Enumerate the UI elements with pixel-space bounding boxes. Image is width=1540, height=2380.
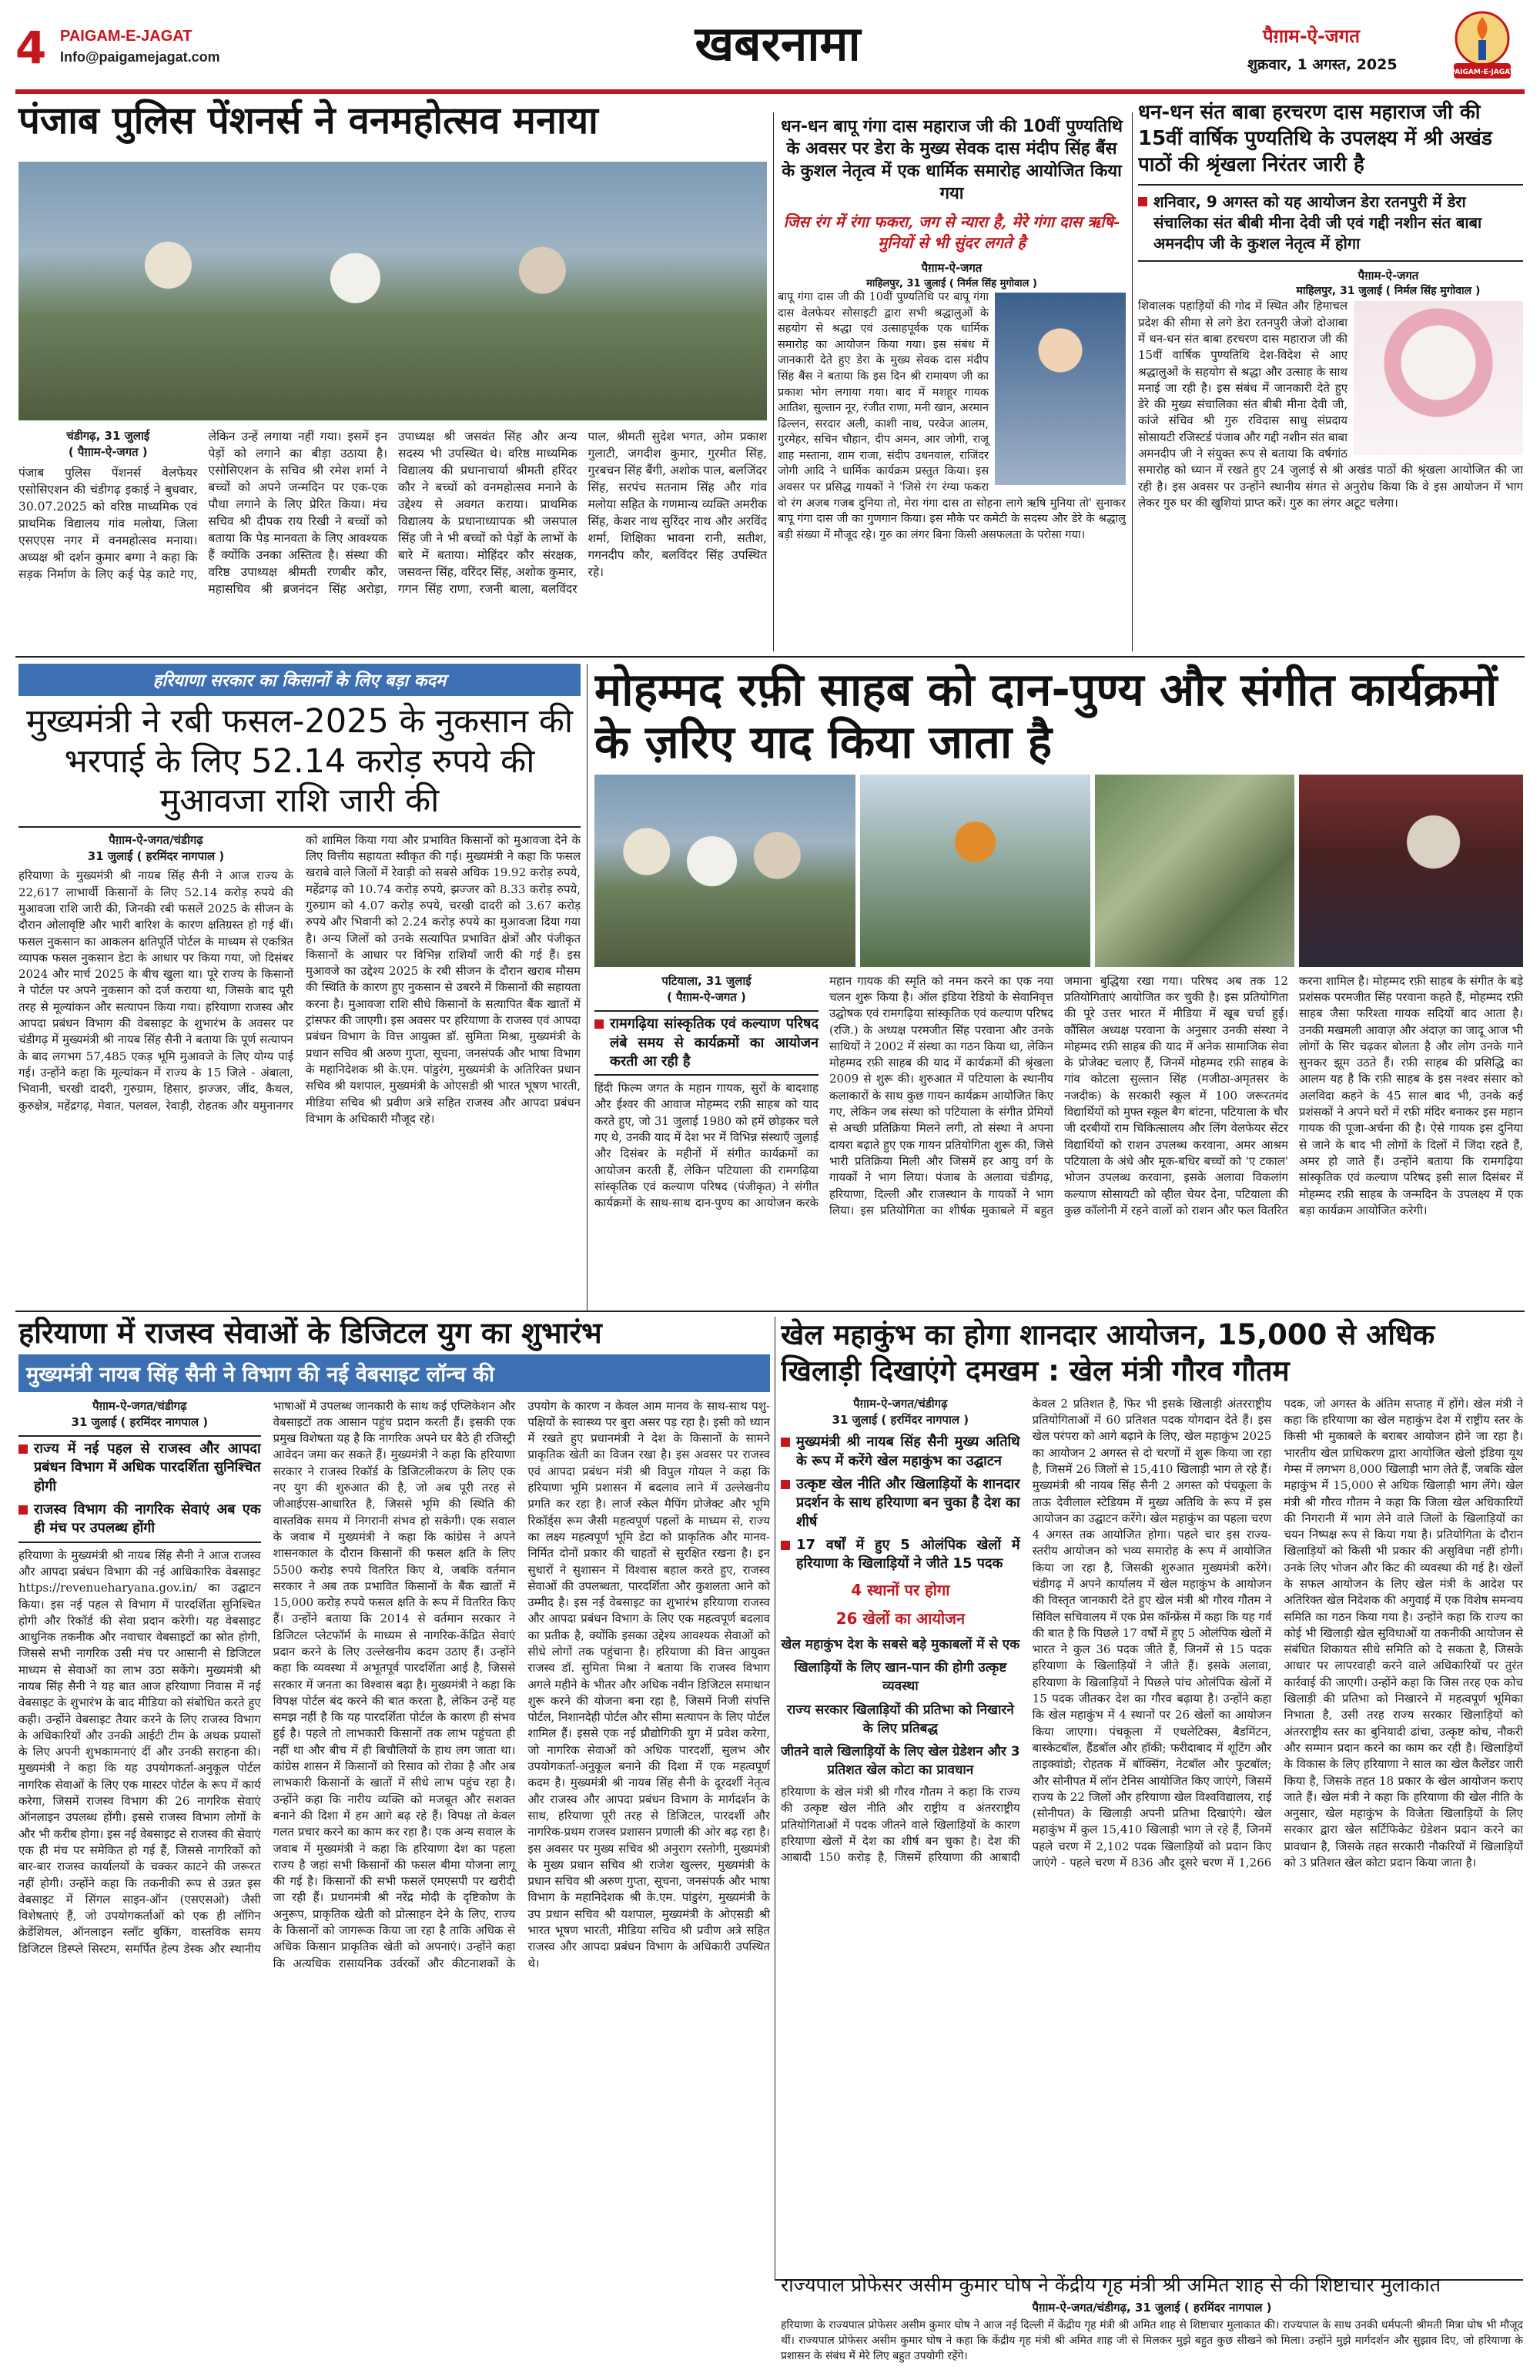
crop-body-text: हरियाणा के मुख्यमंत्री श्री नायब सिंह सैनी ने आज राज्य के 22,617 लाभार्थी किसानों के लिए 52.14 करोड़ रुपये की मुआवजा राशि जारी की, जिनकी रबी फसलें 2025 के सीजन के दौरान ओलावृष्टि और भारी बारिश के कारण क्षतिग्रस्त हो गई थीं। फसल नुकसान का आकलन क्षतिपूर्ति पोर्टल के माध्यम से एकत्रित व्यापक फसल नुकसान डेटा के आधार पर किया गया, जो दिसंबर 2024 और मार्च 2025 के बीच खुला था। पूरे राज्य के किसानों ने पोर्टल पर अपने नुकसान को दर्ज कराया था, जिसके बाद पूरी तरह से मूल्यांकन और सत्यापन किया गया। हरियाणा राजस्व और आपदा प्रबंधन विभाग की वेबसाइट के शुभारंभ के अवसर पर चंडीगढ़ में मुख्यमंत्री श्री नायब सिंह सैनी ने बताया कि पूर्ण सत्यापन के बाद लगभग 57,485 एकड़ भूमि मुआवजे के लिए योग्य पाई गई। उन्होंने कहा कि मूल्यांकन में राज्य के 15 जिले - अंबाला, भिवानी, चरखी दादरी, गुरुग्राम, हिसार, झज्जर, जींद, कैथल, कुरुक्षेत्र, महेंद्रगढ़, मेवात, पलवल, रेवाड़ी, रोहतक और यमुनानगर को शामिल किया गया और प्रभावित किसानों को मुआवजा देने के लिए वित्तीय सहायता स्वीकृत की गई। मुख्यमंत्री ने कहा कि फसल खराबे वाले जिलों में रेवाड़ी को सबसे अधिक 19.92 करोड़ रुपये, महेंद्रगढ़ को 10.74 करोड़ रुपये, झज्जर को 8.33 करोड़ रुपये, गुरुग्राम को 4.07 करोड़ रुपये, चरखी दादरी को 3.67 करोड़ रुपये और भिवानी को 2.24 करोड़ रुपये का मुआवजा दिया गया है। अन्य जिलों को उनके सत्यापित प्रभावित क्षेत्रों और पंजीकृत किसानों के आधार पर विभिन्न राशियाँ जारी की गई हैं। इस मुआवजे का उद्देश्य 2025 के रबी सीजन के दौरान खराब मौसम की स्थिति के कारण हुए नुकसान से उबरने में किसानों की सहायता करना है। मुआवजा राशि सीधे किसानों के सत्यापित बैंक खातों में ट्रांसफर की जाएगी। इस अवसर पर हरियाणा के राजस्व एवं आपदा प्रबंधन विभाग के वित्त आयुक्त डॉ. सुमिता मिश्रा, मुख्यमंत्री के प्रधान सचिव श्री अरुण गुप्ता, सूचना, जनसंपर्क और भाषा विभाग के महानिदेशक श्री के.एम. पांडुरंग, मुख्यमंत्री के अतिरिक्त प्रधान सचिव श्री यशपाल, मुख्यमंत्री के ओएसडी श्री भारत भूषण भारती, मीडिया सचिव श्री प्रवीण अत्रे सहित राजस्व और आपदा प्रबंधन विभाग के अधिकारी मौजूद रहे। — [18, 832, 581, 1126]
rafi-photo-4 — [1299, 775, 1523, 967]
pension-headline: पंजाब पुलिस पेंशनर्स ने वनमहोत्सव मनाया — [18, 99, 598, 142]
khel-highlight-1 — [781, 1433, 1020, 1471]
baba-headline: धन-धन बापू गंगा दास महाराज जी की 10वीं पुण्यतिथि के अवसर पर डेरा के मुख्य सेवक दास मंदीप सिंह बैंस के कुशल नेतृत्व में एक धार्मिक समारोह आयोजित किया गया — [781, 117, 1123, 204]
sant-highlight-text: शनिवार, 9 अगस्त को यह आयोजन डेरा रतनपुरी में डेरा संचालिका संत बीबी मीना देवी जी एवं गद्दी नशीन संत बाबा अमनदीप जी के कुशल नेतृत्व में होगा — [1153, 192, 1482, 253]
rafi-photo-3 — [1095, 775, 1294, 967]
governor-headline: राज्यपाल प्रोफेसर असीम कुमार घोष ने केंद्रीय गृह मंत्री श्री अमित शाह से की शिष्टाचार मुलाकात — [781, 2274, 1441, 2296]
baba-quote: जिस रंग में रंगा फकरा, जग से न्यारा है, मेरे गंगा दास ऋषि-मुनियों से भी सुंदर लगते है — [783, 213, 1120, 253]
baba-photo — [995, 293, 1126, 485]
khel-midhead-2: 26 खेलों का आयोजन — [835, 1608, 966, 1628]
revenue-banner: मुख्यमंत्री नायब सिंह सैनी ने विभाग की नई वेबसाइट लॉन्च की — [18, 1354, 770, 1392]
rafi-photo-1 — [594, 775, 855, 967]
baba-story — [778, 115, 1126, 654]
crop-byline: पैग़ाम-ऐ-जगत/चंडीगढ़ 31 जुलाई ( हरमिंदर नागपाल ) — [87, 832, 225, 864]
revenue-byline: पैग़ाम-ऐ-जगत/चंडीगढ़ 31 जुलाई ( हरमिंदर नागपाल ) — [71, 1398, 209, 1429]
paper-name-en: PAIGAM-E-JAGAT — [60, 28, 192, 45]
khel-highlight-1-text: मुख्यमंत्री श्री नायब सिंह सैनी मुख्य अतिथि के रूप में करेंगे खेल महाकुंभ का उद्घाटन — [796, 1434, 1020, 1469]
revenue-headline: हरियाणा में राजस्व सेवाओं के डिजिटल युग का शुभारंभ — [18, 1317, 602, 1350]
khel-byline: पैग़ाम-ऐ-जगत/चंडीगढ़ 31 जुलाई ( हरमिंदर नागपाल ) — [832, 1396, 969, 1428]
section-title: खबरनामा — [695, 15, 861, 72]
crop-headline: मुख्यमंत्री ने रबी फसल-2025 के नुकसान की भरपाई के लिए 52.14 करोड़ रुपये की मुआवजा राशि जारी की — [25, 702, 573, 821]
khel-midhead-4: खिलाड़ियों के लिए खान-पान की होगी उत्कृष्ट व्यवस्था — [794, 1660, 1007, 1695]
khel-midhead-5: राज्य सरकार खिलाड़ियों की प्रतिभा को निखारने के लिए प्रतिबद्ध — [786, 1702, 1014, 1736]
baba-body: बापू गंगा दास जी की 10वीं पुण्यतिथि पर बापू गंगा दास वेलफेयर सोसाइटी द्वारा सभी श्रद्धालुओं के सहयोग से श्रद्धा एवं उत्साहपूर्वक एक धार्मिक समारोह का आयोजन किया गया। इस संबंध में जानकारी देते हुए डेरा के मुख्य सेवक दास मंदीप सिंह बैंस ने बताया कि इस दिन श्री रामायण जी का प्रकाश भोग लगाया गया। बाद में मशहूर गायक आतिश, सुल्तान नूर, रंजीत राणा, मनी खान, अरमान ढिल्लन, सरदार अली, काशी नाथ, परवेज आलम, गुरमेहर, सचिन चौहान, दीप अमन, आर जोगी, राजू शाह मस्ताना, शाम राजा, संदीप उधनवाल, राजिंदर जोगी आदि ने धार्मिक कार्यक्रम प्रस्तुत किया। इस अवसर पर प्रसिद्ध गायकों ने 'जिसे रंग रंग्या फकरा वो रंग अजब गजब दुनिया तो, मेरा गंगा दास ता सोहना लागे ऋषि मुनिया तो' सुनाकर बापू गंगा दास जी का गुणगान किया। इस मौके पर कमेटी के सदस्य और डेरे के श्रद्धालु बड़ी संख्या में मौजूद रहे। गुरु का लंगर बिना किसी असफलता के परोसा गया। — [778, 291, 1126, 541]
crop-story — [18, 664, 581, 1307]
pension-body-text: पंजाब पुलिस पेंशनर्स वेलफेयर एसोसिएशन की चंडीगढ़ इकाई ने बुधवार, 30.07.2025 को वरिष्ठ माध्यमिक एवं प्राथमिक विद्यालय गांव मलोया, जिला एसएएस नगर में वनमहोत्सव मनाया। अध्यक्ष श्री दर्शन कुमार बग्गा ने कहा कि सड़क निर्माण के लिए कई पेड़ काटे गए, लेकिन उन्हें लगाया नहीं गया। इसमें इन पेड़ों को लगाने का बीड़ा उठाया है। एसोसिएशन के सचिव श्री रमेश शर्मा ने बच्चों को अपने जन्मदिन पर एक-एक पौधा लगाने के लिए प्रेरित किया। मंच सचिव श्री दीपक राय रिखी ने बच्चों को बताया कि पेड़ मानवता के लिए आवश्यक हैं क्योंकि उनका अस्तित्व है। संस्था की वरिष्ठ उपाध्यक्ष श्रीमती रणबीर कौर, महासचिव श्री ब्रजनंदन सिंह अरोड़ा, उपाध्यक्ष श्री जसवंत सिंह और अन्य सदस्य भी उपस्थित थे। वरिष्ठ माध्यमिक विद्यालय की प्रधानाचार्या श्रीमती हरिंदर कौर ने बच्चों को वनमहोत्सव मनाने के उद्देश्य से अवगत कराया। प्राथमिक विद्यालय के प्रधानाध्यापक श्री जसपाल सिंह जी ने भी बच्चों को पेड़ों के लाभों के बारे में बताया। मोहिंदर कौर संरक्षक, जसवन्त सिंह, वरिंदर सिंह, अशोक कुमार, गगन सिंह राणा, रजनी बाला, बलविंदर पाल, श्रीमती सुदेश भगत, ओम प्रकाश गुलाटी, जगदीश कुमार, गुरमीत सिंह, गुरबचन सिंह बैंगी, अशोक पाल, बलजिंदर सिंह, सरपंच सतनाम सिंह और गांव मलोया सहित के गणमान्य व्यक्ति अमरीक सिंह, केशर नाथ सुरिंदर नाथ और अरविंद शर्मा, शिक्षिका भावना रानी, सतीश, गगनदीप कौर, बलविंदर सिंह उपस्थित रहे। — [18, 430, 767, 596]
rafi-photo-strip — [594, 775, 1523, 967]
baba-byline: माहिलपुर, 31 जुलाई ( निर्मल सिंह मुगोवाल ) — [866, 278, 1037, 290]
revenue-highlight-2 — [18, 1501, 261, 1543]
khel-midhead-6: जीतने वाले खिलाड़ियों के लिए खेल ग्रेडेशन और 3 प्रतिशत खेल कोटा का प्रावधान — [781, 1743, 1020, 1778]
issue-date: शुक्रवार, 1 अगस्त, 2025 — [1247, 56, 1398, 73]
sant-story — [1138, 100, 1523, 654]
paper-name-hi: पैग़ाम-ऐ-जगत — [1263, 25, 1360, 47]
revenue-highlight-1 — [18, 1435, 261, 1496]
paper-logo — [1448, 9, 1517, 83]
revenue-body-text: हरियाणा के मुख्यमंत्री श्री नायब सिंह सैनी ने आज राजस्व और आपदा प्रबंधन विभाग की नई आधिकारिक वेबसाइट https://revenueharyana.gov.in/ का उद्घाटन किया। इस नई पहल से विभाग में पारदर्शिता सुनिश्चित होगी और रिकॉर्ड की सेवा प्रदान करेगी। यह वेबसाइट आधुनिक तकनीक और नवाचार वेबसाइटों का स्रोत होगी, जिससे सभी नागरिक उसी मंच पर आसानी से डिजिटल माध्यम से सेवाओं का लाभ उठा सकेंगे। मुख्यमंत्री श्री नायब सिंह सैनी ने यह बात आज हरियाणा निवास में नई वेबसाइट के शुभारंभ के बाद मीडिया को संबोधित करते हुए कही। उन्होंने वेबसाइट तैयार करने के लिए राजस्व विभाग के अधिकारियों और उनकी आईटी टीम के अथक प्रयासों के लिए अपनी शुभकामनाएं दीं और उनकी सराहना की। मुख्यमंत्री ने कहा कि यह उपयोगकर्ता-अनुकूल पोर्टल नागरिक सेवाओं के लिए एक मास्टर पोर्टल के रूप में कार्य करेगा, जिसमें राजस्व विभाग की 26 नागरिक सेवाएं ऑनलाइन उपलब्ध होंगी। इससे राजस्व विभाग लोगों के और भी करीब होगा। इस नई वेबसाइट से राजस्व की सेवाएं एक ही मंच पर समेकित हो गई हैं, जिससे नागरिकों को बार-बार राजस्व कार्यालयों के चक्कर काटने की जरूरत नहीं होगी। उन्होंने कहा कि तकनीकी रूप से उन्नत इस वेबसाइट में सिंगल साइन-ऑन (एसएसओ) जैसी विशेषताएं हैं, जो उपयोगकर्ताओं को एक ही लॉगिन क्रेडेंशियल, ऑनलाइन स्लॉट बुकिंग, वास्तविक समय डिजिटल डिस्प्ले सिस्टम, समर्पित हेल्प डेस्क और स्थानीय भाषाओं में उपलब्ध जानकारी के साथ कई एप्लिकेशन और वेबसाइटों तक आसान पहुंच प्रदान करती हैं। इसकी एक प्रमुख विशेषता यह है कि नागरिक अपने घर बैठे ही रजिस्ट्री आवेदन जमा कर सकते हैं। मुख्यमंत्री ने कहा कि हरियाणा सरकार ने राजस्व रिकॉर्ड के डिजिटलीकरण के लिए एक नए युग की शुरुआत की है, जो अब पूरी तरह से जीआईएस-आधारित है, जिससे भूमि की स्थिति की वास्तविक समय में निगरानी संभव हो सकेगी। एक सवाल के जवाब में मुख्यमंत्री ने कहा कि कांग्रेस ने अपने शासनकाल के दौरान किसानों की फसल क्षति के लिए 5500 करोड़ रुपये वितरित किए थे, जबकि वर्तमान सरकार ने अब तक प्रभावित किसानों के बैंक खातों में 15,000 करोड़ रुपये फसल क्षति के रूप में वितरित किए हैं। उन्होंने बताया कि 2014 से वर्तमान सरकार ने डिजिटल प्लेटफॉर्म के माध्यम से नागरिक-केंद्रित सेवाएं प्रदान करने के लिए उल्लेखनीय कदम उठाए हैं। उन्होंने कहा कि व्यवस्था में अभूतपूर्व पारदर्शिता आई है, जिससे सरकार में जनता का विश्वास बढ़ा है। मुख्यमंत्री ने कहा कि विपक्ष पोर्टल बंद करने की बात करता है, लेकिन उन्हें यह समझ नहीं है कि यह पारदर्शिता पोर्टल के कारण ही संभव हुई है। पहले तो लाभकारी किसानों तक लाभ पहुंचता ही नहीं था और बीच में ही बिचौलियों के हाथ लग जाता था। कांग्रेस शासन में किसानों को रिसाव को रोका है और अब लाभकारी किसानों के खातों में सीधे लाभ पहुंच रहा है। उन्होंने कहा कि नारीय व्यक्ति को मजबूत और सशक्त बनाने की दिशा में हम आगे बढ़ रहे हैं। विपक्ष तो केवल गलत प्रचार करने का काम कर रहा है। एक अन्य सवाल के जवाब में मुख्यमंत्री ने कहा कि हरियाणा देश का पहला राज्य है जहां सभी किसानों की फसल बीमा योजना लागू की गई है। किसानों की सभी फसलें एमएसपी पर खरीदी जा रही हैं। प्रधानमंत्री श्री नरेंद्र मोदी के दृष्टिकोण के अनुरूप, प्राकृतिक खेती को प्रोत्साहन देने के लिए, राज्य के किसानों को जागरूक किया जा रहा है ताकि अधिक से अधिक किसान प्राकृतिक खेती को अपनाएं। उन्होंने कहा कि अत्यधिक रासायनिक उर्वरकों और कीटनाशकों के उपयोग के कारण न केवल आम मानव के साथ-साथ पशु-पक्षियों के स्वास्थ्य पर बुरा असर पड़ रहा है। इसी को ध्यान में रखते हुए प्रधानमंत्री ने देश के किसानों के सामने प्राकृतिक खेती का विजन रखा है। इस अवसर पर राजस्व एवं आपदा प्रबंधन मंत्री श्री विपुल गोयल ने कहा कि हरियाणा भूमि प्रशासन में बदलाव लाने में उल्लेखनीय प्रगति कर रहा है। लार्ज स्केल मैपिंग प्रोजेक्ट और भूमि रिकॉर्ड्स रूम जैसी महत्वपूर्ण पहलों के माध्यम से, राज्य का लक्ष्य महत्वपूर्ण भूमि डेटा को प्राकृतिक और मानव-निर्मित दोनों प्रकार की चाहतों से सुरक्षित रखना है। इन सुधारों ने सुशासन में विश्वास बहाल करते हुए, राजस्व सेवाओं की उपलब्धता, पारदर्शिता और कुशलता आने को उम्मीद है। इस नई वेबसाइट का शुभारंभ हरियाणा राजस्व और आपदा प्रबंधन विभाग के लिए एक महत्वपूर्ण बदलाव का प्रतीक है, क्योंकि इसका उद्देश्य आवश्यक सेवाओं को सीधे लोगों तक पहुंचाना है। हरियाणा की वित्त आयुक्त राजस्व डॉ. सुमिता मिश्रा ने बताया कि राजस्व विभाग अगले महीने के भीतर और अधिक नवीन डिजिटल समाधान शुरू करने की योजना बना रहा है, जिसमें निजी संपत्ति पोर्टल, निशानदेही पोर्टल और सीमा सत्यापन के लिए पोर्टल शामिल हैं। इससे एक नई प्रौद्योगिकी युग में प्रवेश करेगा, जो नागरिक सेवाओं को अधिक पारदर्शी, सुलभ और उपयोगकर्ता-अनुकूल बनाने की दिशा में एक महत्वपूर्ण कदम है। मुख्यमंत्री श्री नायब सिंह सैनी के दूरदर्शी नेतृत्व और राजस्व और आपदा प्रबंधन विभाग के मार्गदर्शन के साथ, हरियाणा पूरी तरह से डिजिटल, पारदर्शी और नागरिक-प्रथम राजस्व प्रशासन प्रणाली की ओर बढ़ रहा है। इस अवसर पर मुख्य सचिव श्री अनुराग रस्तोगी, मुख्यमंत्री के मुख्य प्रधान सचिव श्री राजेश खुल्लर, मुख्यमंत्री के प्रधान सचिव श्री अरुण गुप्ता, सूचना, जनसंपर्क और भाषा विभाग के महानिदेशक श्री के.एम. पांडुरंग, मुख्यमंत्री के उप प्रधान सचिव श्री यशपाल, मुख्यमंत्री के ओएसडी श्री भारत भूषण भारती, मीडिया सचिव श्री प्रवीण अत्रे सहित राजस्व और आपदा प्रबंधन विभाग के अधिकारी उपस्थित थे। — [18, 1398, 770, 1970]
baba-byline-paper: पैग़ाम-ऐ-जगत — [921, 261, 983, 276]
paper-email[interactable]: Info@paigamejagat.com — [60, 49, 220, 65]
pension-photo — [18, 162, 767, 420]
revenue-body — [18, 1398, 770, 1972]
khel-midhead-1: 4 स्थानों पर होगा — [851, 1581, 950, 1600]
masthead-rule — [15, 89, 1525, 94]
sant-headline: धन-धन संत बाबा हरचरण दास महाराज जी की 15वीं वार्षिक पुण्यतिथि के उपलक्ष्य में श्री अखंड पाठों की श्रृंखला निरंतर जारी है — [1138, 101, 1492, 176]
revenue-highlight-1-text: राज्य में नई पहल से राजस्व और आपदा प्रबंधन विभाग में अधिक पारदर्शिता सुनिश्चित होगी — [34, 1441, 261, 1495]
sant-highlight — [1138, 192, 1523, 254]
rafi-photo-2 — [860, 775, 1090, 967]
governor-story — [781, 2273, 1523, 2373]
khel-headline: खेल महाकुंभ का होगा शानदार आयोजन, 15,000 से अधिक खिलाड़ी दिखाएंगे दमखम : खेल मंत्री गौरव गौतम — [781, 1318, 1435, 1388]
masthead — [15, 9, 1525, 89]
rafi-highlight-text: रामगढ़िया सांस्कृतिक एवं कल्याण परिषद लंबे समय से कार्यक्रमों का आयोजन करती आ रही है — [610, 1016, 819, 1069]
khel-story — [781, 1317, 1523, 2271]
rafi-highlight — [594, 1010, 819, 1076]
sant-photo — [1354, 301, 1523, 455]
rafi-headline: मोहम्मद रफ़ी साहब को दान-पुण्य और संगीत कार्यक्रमों के ज़रिए याद किया जाता है — [594, 664, 1498, 768]
khel-highlight-3 — [781, 1536, 1020, 1574]
logo-text: PAIGAM-E-JAGAT — [1450, 69, 1515, 76]
revenue-story — [18, 1317, 770, 2372]
khel-highlight-2-text: उत्कृष्ट खेल नीति और खिलाड़ियों के शानदार प्रदर्शन के साथ हरियाणा बन चुका है देश का शीर्ष — [796, 1475, 1020, 1530]
rafi-body-text: हिंदी फिल्म जगत के महान गायक, सुरों के बादशाह और ईश्वर की आवाज मोहम्मद रफ़ी साहब को याद करते हुए, जो 31 जुलाई 1980 को हमें छोड़कर चले गए थे, उनकी याद में देश भर में विभिन्न संस्थाएँ जुलाई और दिसंबर के महीनों में संगीत कार्यक्रमों का आयोजन करती हैं, लेकिन पटियाला की रामगढ़िया सांस्कृतिक एवं कल्याण परिषद (पंजीकृत) ने संगीत कार्यक्रमों के साथ-साथ दान-पुण्य का आयोजन करके महान गायक की स्मृति को नमन करने का एक नया चलन शुरू किया है। ऑल इंडिया रेडियो के सेवानिवृत्त उद्घोषक एवं रामगढ़िया सांस्कृतिक एवं कल्याण परिषद (रजि.) के अध्यक्ष परमजीत सिंह परवाना और उनके साथियों ने 2002 में संस्था का गठन किया था, लेकिन मोहम्मद रफ़ी साहब की याद में कार्यक्रमों की श्रृंखला 2009 से शुरू की। शुरुआत में पटियाला के स्थानीय कलाकारों के साथ कुछ गायन कार्यक्रम आयोजित किए गए, लेकिन जब संस्था को पटियाला के संगीत प्रेमियों से अच्छी प्रतिक्रिया मिलने लगी, तो संस्था ने अपना दायरा बढ़ाते हुए एक गायन प्रतियोगिता शुरू की, जिसे भारी प्रतिक्रिया मिली और जिसमें हर आयु वर्ग के गायकों ने भाग लिया। पंजाब के अलावा चंडीगढ़, हरियाणा, दिल्ली और राजस्थान के गायकों ने भाग लिया। इस प्रतियोगिता का शीर्षक मुकाबले में बहुत जमाना बुद्धिया रखा गया। परिषद अब तक 12 प्रतियोगिताएं आयोजित कर चुकी है। इस प्रतियोगिता की पूरे उत्तर भारत में मीडिया में खूब चर्चा हुई। कौंसिल अध्यक्ष परवाना के अनुसार उनकी संस्था ने मोहम्मद रफ़ी साहब की याद में अनेक सामाजिक सेवा के प्रोजेक्ट चलाए हैं, जिनमें मोहम्मद रफ़ी साहब के गांव कोटला सुल्तान सिंह (मजीठा-अमृतसर के नजदीक) के सरकारी स्कूल में 100 जरूरतमंद विद्यार्थियों को मुफ्त स्कूल बैग बांटना, पटियाला के चौर जी दरबीयों राम चिकित्सालय और लिंग वेलफेयर सेंटर विद्यार्थियों को राशन उपलब्ध करवाना, अमर आश्रम पटियाला के अंधे और मूक-बधिर बच्चों को 'ए टकाल' भोजन उपलब्ध करवाना, इसके अलावा विकलांग कल्याण सोसायटी को व्हील चेयर देना, पटियाला की कुछ कॉलोनी में रहने वालों को राशन और फल वितरित करना शामिल है। मोहम्मद रफ़ी साहब के संगीत के बड़े प्रशंसक परमजीत सिंह परवाना कहते हैं, मोहम्मद रफ़ी साहब जैसा फरिश्ता गायक सदियों बाद आता है। उनकी मखमली आवाज़ और अंदाज़ का जादू आज भी लोगों के सिर चढ़कर बोलता है और लोग उनके गाने सुनकर झूम उठते हैं। रफ़ी साहब की प्रसिद्धि का आलम यह है कि रफ़ी साहब के इस नश्वर संसार को अलविदा कहने के 45 साल बाद भी, उनके कई प्रशंसकों ने अपने घरों में रफ़ी मंदिर बनाकर इस महान गायक की पूजा-अर्चना की है। ऐसे गायक इस दुनिया से जाने के बाद भी लोगों के दिलों में जिंदा रहते हैं, अमर हो जाते हैं। उन्होंने बताया कि रामगढ़िया सांस्कृतिक एवं कल्याण परिषद इसी साल दिसंबर में मोहम्मद रफ़ी साहब के जन्मदिन के उपलक्ष्य में एक बड़ा कार्यक्रम आयोजित करेगी। — [594, 973, 1523, 1217]
khel-highlight-3-text: 17 वर्षों में हुए 5 ओलंपिक खेलों में हरियाणा के खिलाड़ियों ने जीते 15 पदक — [796, 1536, 1020, 1572]
sant-byline-paper: पैग़ाम-ऐ-जगत — [1358, 269, 1419, 283]
sant-body: शिवालक पहाड़ियों की गोद में स्थित और हिमाचल प्रदेश की सीमा से लगे डेरा रतनपुरी जेजो दोआबा में धन-धन संत बाबा हरचरण दास महाराज जी की 15वीं वार्षिक पुण्यतिथि देश-विदेश से आए श्रद्धालुओं के सहयोग से श्रद्धा और उत्साह के साथ मनाई जा रही है। इस संबंध में जानकारी देते हुए डेरे की मुख्य संचालिका संत बीबी मीना देवी जी, कांजे संचिव श्री गुरु रविदास साधु संप्रदाय सोसायटी रजिस्टर्ड पंजाब और गद्दी नशीन संत बाबा अमनदीप जी ने संयुक्त रूप से बताया कि वर्षगांठ समारोह को ध्यान में रखते हुए 24 जुलाई से श्री अखंड पाठों की श्रृंखला आयोजित की जा रही है। इस अवसर पर उन्होंने स्थानीय संगत से अनुरोध किया कि वे इस आयोजन में भाग लेकर गुरु घर की खुशियां प्राप्त करें। गुरु का लंगर अटूट चलेगा। — [1138, 299, 1523, 510]
rafi-byline: पटियाला, 31 जुलाई ( पैग़ाम-ऐ-जगत ) — [661, 973, 752, 1004]
crop-body — [18, 832, 581, 1127]
pension-text-block — [18, 428, 767, 651]
crop-banner: हरियाणा सरकार का किसानों के लिए बड़ा कदम — [18, 664, 581, 696]
khel-midhead-3: खेल महाकुंभ देश के सबसे बड़े मुकाबलों में से एक — [781, 1637, 1020, 1653]
khel-highlight-2 — [781, 1475, 1020, 1531]
khel-body — [781, 1396, 1523, 1872]
sant-byline: माहिलपुर, 31 जुलाई ( निर्मल सिंह मुगोवाल ) — [1296, 285, 1481, 298]
governor-byline: पैग़ाम-ऐ-जगत/चंडीगढ़, 31 जुलाई ( हरमिंदर नागपाल ) — [1032, 2301, 1272, 2315]
rafi-body — [594, 973, 1523, 1219]
revenue-highlight-2-text: राजस्व विभाग की नागरिक सेवाएं अब एक ही मंच पर उपलब्ध होंगी — [34, 1501, 261, 1537]
page-number: 4 — [15, 22, 47, 74]
torch-logo-icon — [1448, 9, 1517, 83]
pension-body — [18, 428, 767, 598]
governor-body: हरियाणा के राज्यपाल प्रोफेसर असीम कुमार घोष ने आज नई दिल्ली में केंद्रीय गृह मंत्री श्री अमित शाह से शिष्टाचार मुलाकात की। राज्यपाल के साथ उनकी धर्मपत्नी श्रीमती मित्रा घोष भी मौजूद थीं। राज्यपाल प्रोफेसर असीम कुमार घोष ने कहा कि केंद्रीय गृह मंत्री श्री अमित शाह जी से मिलकर मुझे बहुत कुछ सीखने को मिला। उन्होंने मुझे मार्गदर्शन और सुझाव दिए, जो हरियाणा के प्रशासन के संबंध में मेरे लिए बहुत उपयोगी रहेंगे। — [781, 2319, 1523, 2362]
rafi-story — [594, 664, 1523, 1307]
khel-body-text: हरियाणा के खेल मंत्री श्री गौरव गौतम ने कहा कि राज्य की उत्कृष्ट खेल नीति और राष्ट्रीय व अंतरराष्ट्रीय प्रतियोगिताओं में पदक जीतने वाले खिलाड़ियों के कारण हरियाणा खेलों में देश का शीर्ष बन चुका है। देश की आबादी 150 करोड़ है, जिसमें हरियाणा की आबादी केवल 2 प्रतिशत है, फिर भी इसके खिलाड़ी अंतरराष्ट्रीय प्रतियोगिताओं में 60 प्रतिशत पदक योगदान देते हैं। इस खेल परंपरा को आगे बढ़ाने के लिए, खेल महाकुंभ 2025 का आयोजन 2 अगस्त से दो चरणों में शुरू किया जा रहा है, जिसमें 26 जिलों से 15,410 खिलाड़ी भाग ले रहे हैं। मुख्यमंत्री श्री नायब सिंह सैनी 2 अगस्त को पंचकूला के ताऊ देवीलाल स्टेडियम में मुख्य अतिथि के रूप में इस आयोजन का उद्घाटन करेंगे। खेल महाकुंभ का पहला चरण 4 अगस्त तक आयोजित होगा। पहले चार इस राज्य-स्तरीय आयोजन को भव्य समारोह के रूप में आयोजित किया जा रहा है, जिसकी शुरुआत मुख्यमंत्री करेंगे। चंडीगढ़ में अपने कार्यालय में खेल महाकुंभ के आयोजन की विस्तृत जानकारी देते हुए खेल मंत्री श्री गौरव गौतम ने सिविल सचिवालय में एक प्रेस कॉन्फ्रेंस में कहा कि यह गर्व की बात है कि पिछले 17 वर्षों में हुए 5 ओलंपिक खेलों में भारत ने कुल 36 पदक जीते हैं, जिनमें से 15 पदक हरियाणा के खिलाड़ियों ने जीते हैं। इसके अलावा, हरियाणा के खिलाड़ियों ने पिछले पांच ओलंपिक खेलों में 15 पदक जीतकर देश का गौरव बढ़ाया है। उन्होंने कहा कि खेल महाकुंभ में 4 स्थानों पर 26 खेलों का आयोजन किया जाएगा। पंचकूला में एथलेटिक्स, बैडमिंटन, बास्केटबॉल, हैंडबॉल और हॉकी; फरीदाबाद में शूटिंग और ताइक्वांडो; रोहतक में बॉक्सिंग, नेटबॉल और फुटबॉल; और सोनीपत में लॉन टेनिस आयोजित किए जाएंगे, जिसमें राज्य के 22 जिलों और हरियाणा खेल विश्वविद्यालय, राई (सोनीपत) के खिलाड़ी अपनी प्रतिभा दिखाएंगे। खेल महाकुंभ में कुल 15,410 खिलाड़ी भाग ले रहे हैं, जिनमें पहले चरण में 2,102 पदक खिलाड़ियों को प्रदान किए जाएंगे - पहले चरण में 836 और दूसरे चरण में 1,266 पदक, जो अगस्त के अंतिम सप्ताह में होंगे। खेल मंत्री ने कहा कि हरियाणा का खेल महाकुंभ देश में राष्ट्रीय स्तर के किसी भी मुकाबले के बराबर आयोजन होने जा रहा है। भारतीय खेल प्राधिकरण द्वारा आयोजित खेलो इंडिया यूथ गेम्स में लगभग 8,000 खिलाड़ी भाग लेते हैं, जबकि खेल महाकुंभ में 15,000 से अधिक खिलाड़ी भाग लेंगे। खेल मंत्री श्री गौरव गौतम ने कहा कि जिला खेल अधिकारियों की निगरानी में भाग लेने वाले जिलों के खिलाड़ियों का चयन निष्पक्ष रूप से किया गया है। प्रतियोगिता के दौरान खिलाड़ियों को किसी भी प्रकार की असुविधा नहीं होगी। उनके लिए भोजन और किट की व्यवस्था की गई है। खेलों के सफल आयोजन के लिए खेल मंत्री के आदेश पर अतिरिक्त खेल निदेशक की अगुवाई में एक विशेष समन्वय समिति का गठन किया गया है। उन्होंने कहा कि राज्य का कोई भी खिलाड़ी खेल सुविधाओं या तकनीकी आयोजन से संबंधित शिकायत सीधे समिति को दे सकता है, जिसके आधार पर लापरवाही करने वाले अधिकारियों पर तुरंत कार्रवाई की जाएगी। उन्होंने कहा कि जिस तरह एक कोच खिलाड़ी की प्रतिभा को निखारने में महत्वपूर्ण भूमिका निभाता है, उसी तरह राज्य सरकार खिलाड़ियों को अंतरराष्ट्रीय स्तर का बुनियादी ढांचा, उत्कृष्ट कोच, नौकरी और सम्मान प्रदान करने का काम कर रही है। खिलाड़ियों के विकास के लिए हरियाणा ने साल का खेल कैलेंडर जारी किया है, जिसके तहत 18 प्रकार के खेल आयोजन कराए जाते हैं। खेल मंत्री ने कहा कि हरियाणा की खेल नीति के अनुसार, खेल महाकुंभ के विजेता खिलाड़ियों के लिए सरकार द्वारा खेल सर्टिफिकेट ग्रेडेशन प्रदान करने का प्रावधान है, जिसके तहत सरकारी नौकरियों में खिलाड़ियों को 3 प्रतिशत खेल कोटा प्रदान किया जाता है। — [781, 1396, 1523, 1870]
pension-dateline: चंडीगढ़, 31 जुलाई ( पैग़ाम-ऐ-जगत ) — [66, 429, 150, 460]
